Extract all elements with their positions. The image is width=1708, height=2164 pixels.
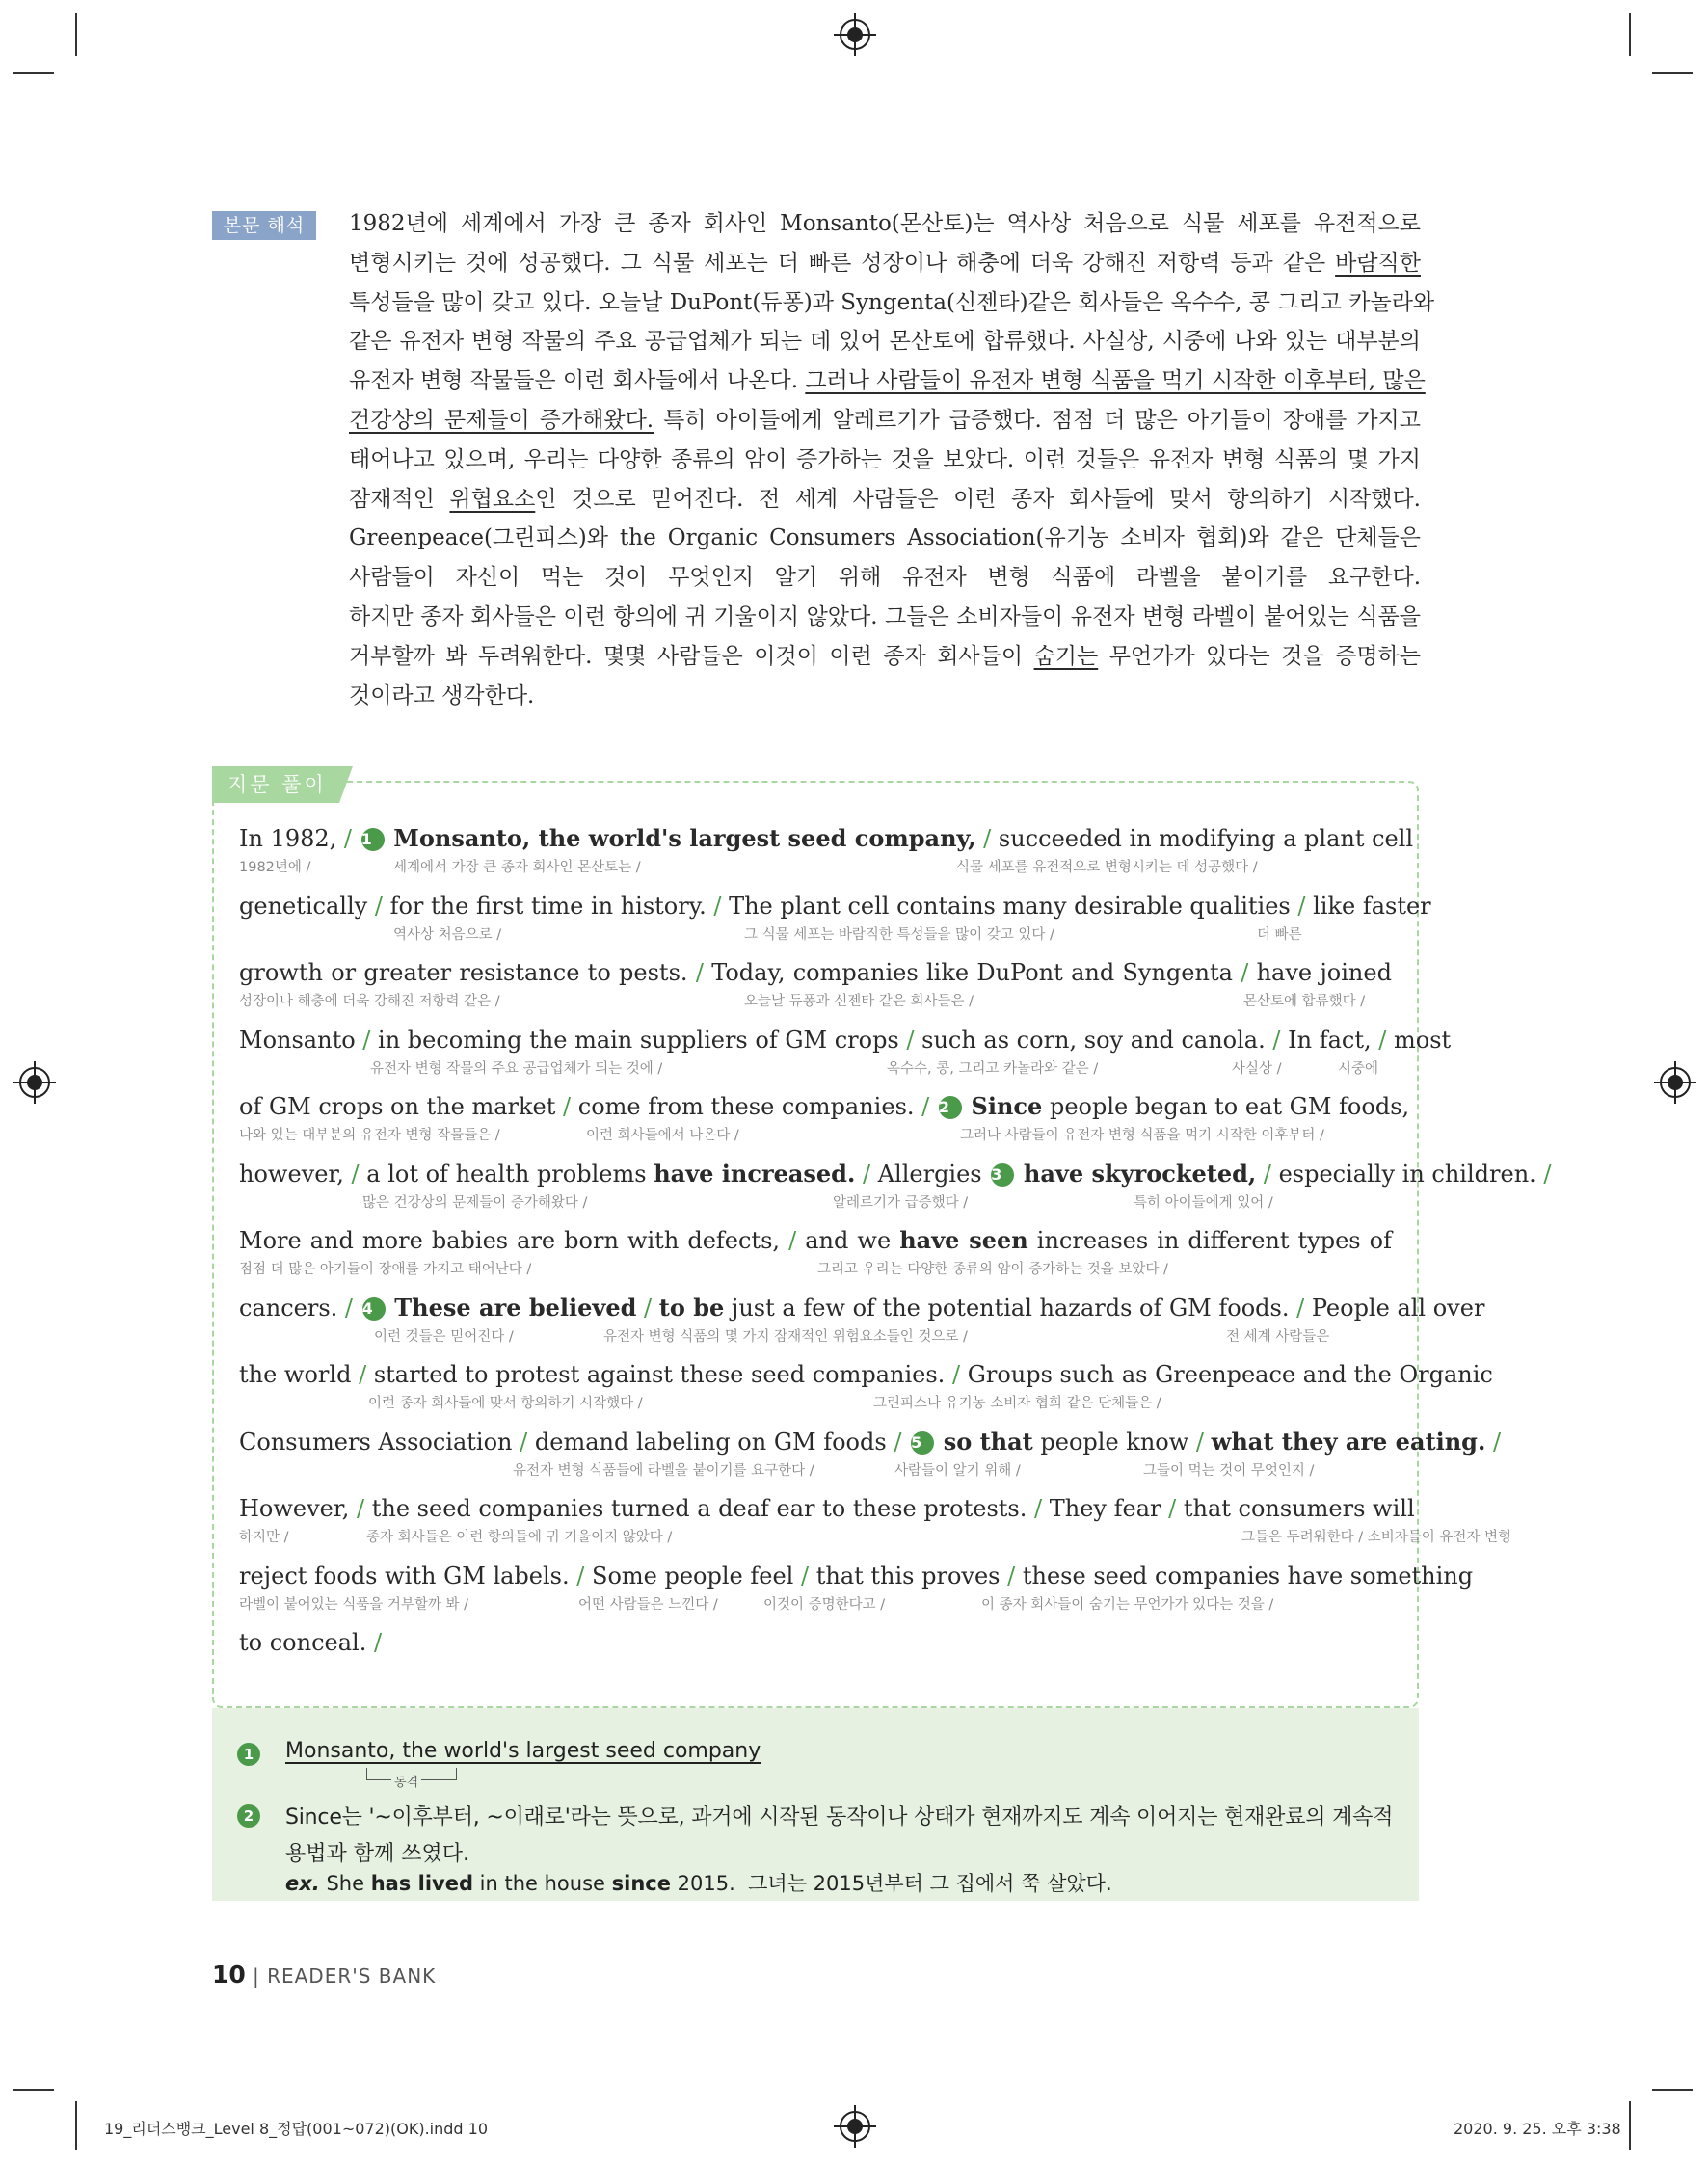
point-number: 3 [991,1163,1014,1187]
analysis-line [239,1089,1410,1124]
gloss-text: 점점 더 많은 아기들이 장애를 가지고 태어난다 / [239,1262,532,1277]
chunk-slash: / [1007,1562,1016,1590]
chunk-text: People all over [1311,1294,1485,1322]
chunk-slash: / [1168,1495,1177,1522]
translation-line [349,441,1421,480]
registration-mark-icon [840,2111,870,2142]
gloss-line [239,1191,1392,1224]
chunk-text: Groups such as Greenpeace and the Organic [967,1361,1493,1388]
gloss-text: 그린피스나 유기농 소비자 협회 같은 단체들은 / [873,1396,1161,1411]
chunk-text: have skyrocketed, [1023,1159,1257,1188]
chunk-text: Monsanto [239,1026,356,1054]
gloss-text: 그리고 우리는 다양한 종류의 암이 증가하는 것을 보았다 / [817,1262,1168,1277]
gloss-text: 유전자 변형 식품의 몇 가지 잠재적인 위험요소들인 것으로 / [603,1328,968,1345]
note-2-line1: Since는 '~이후부터, ~이래로'라는 뜻으로, 과거에 시작된 동작이나 상태가 현재까지도 계속 이어지는 현재완료의 계속적 [285,1805,1394,1830]
chunk-slash: / [1241,959,1249,986]
gloss-text: 종자 회사들은 이런 항의들에 귀 기울이지 않았다 / [366,1530,673,1545]
chunk-slash: / [343,825,353,852]
note-2-example: ex. She has lived in the house since 2015. 그녀는 2015년부터 그 집에서 쭉 살았다. [285,1872,1112,1895]
gloss-text: 그들은 두려워한다 / 소비자들이 유전자 변형 [1241,1530,1512,1545]
analysis-line [239,1357,1493,1392]
chunk-text: Consumers Association [239,1428,513,1456]
gloss-text: 알레르기가 급증했다 / [833,1194,969,1211]
chunk-text: a lot of health problems [366,1160,647,1188]
chunk-text: The plant cell contains many desirable qualities [729,892,1291,920]
translation-text: 것이라고 생각한다. [349,682,535,708]
chunk-slash: / [894,1428,902,1456]
chunk-slash: / [1263,1160,1271,1188]
note-number: 2 [237,1804,260,1828]
gloss-text: 그들이 먹는 것이 무엇인지 / [1143,1462,1315,1479]
chunk-text: In fact, [1288,1026,1372,1054]
chunk-slash: / [1034,1495,1043,1522]
crop-mark [75,13,77,56]
chunk-text: however, [239,1160,344,1188]
translation-text: 거부할까 봐 두려워한다. 몇몇 사람들은 이것이 이런 종자 회사들이 [349,643,1034,669]
analysis-label: 지문 풀이 [212,766,339,803]
translation-text: 특성들을 많이 갖고 있다. 오늘날 DuPont(듀퐁)과 Syngenta(신젠타)같은 회사들은 옥수수, 콩 그리고 카놀라와 [349,289,1435,315]
gloss-line [239,1325,1392,1358]
chunk-text: Since [971,1092,1043,1120]
chunk-text: Today, companies like DuPont and Syngenta [711,959,1233,986]
gloss-text: 시중에 [1338,1060,1379,1077]
chunk-text: have joined [1256,959,1392,986]
chunk-text: and we [805,1227,892,1254]
chunk-text: to be [658,1293,725,1322]
chunk-slash: / [695,959,704,986]
chunk-text: cancers. [239,1294,338,1322]
analysis-line [239,889,1431,923]
chunk-slash: / [1543,1160,1552,1188]
underlined-phrase: 건강상의 문제들이 증가해왔다. [349,407,654,433]
gloss-text: 이런 종자 회사들에 맞서 항의하기 시작했다 / [368,1396,643,1411]
chunk-slash: / [520,1428,528,1456]
chunk-text: to conceal. [239,1629,367,1656]
chunk-slash: / [921,1093,930,1120]
gloss-line [239,1593,1392,1626]
translation-text: 유전자 변형 작물들은 이런 회사들에서 나온다. [349,368,806,394]
translation-text: Greenpeace(그린피스)와 the Organic Consumers Association(유기농 소비자 협회)와 같은 단체들은 [349,525,1421,551]
gloss-line [239,1526,1512,1559]
chunk-slash: / [1272,1026,1281,1054]
appositive-label: 동격 [391,1772,421,1790]
gloss-text: 사실상 / [1232,1060,1282,1077]
analysis-line [239,1491,1415,1526]
gloss-text: 몬산토에 합류했다 / [1243,994,1366,1009]
chunk-text: demand labeling on GM foods [534,1428,887,1456]
translation-text: 변형시키는 것에 성공했다. 그 식물 세포는 더 빠른 성장이나 해충에 더욱 강해진 저항력 등과 같은 [349,250,1336,276]
chunk-slash: / [1296,1294,1305,1322]
chunk-text: Allergies [877,1160,982,1188]
analysis-line [239,1291,1485,1325]
chunk-text: genetically [239,892,368,920]
translation-line [349,519,1421,558]
registration-mark-icon [840,19,870,50]
crop-mark [75,2101,77,2150]
gloss-text: 오늘날 듀퐁과 신젠타 같은 회사들은 / [744,994,974,1009]
underlined-phrase: 위협요소 [449,486,536,512]
chunk-text: that consumers will [1183,1495,1415,1522]
analysis-line [239,1425,1502,1459]
gloss-line [239,923,1392,956]
translation-text: 하지만 종자 회사들은 이런 항의에 귀 기울이지 않았다. 그들은 소비자들이 유전자 변형 라벨이 붙어있는 식품을 [349,603,1421,629]
chunk-slash: / [862,1160,871,1188]
point-number: 1 [361,828,385,851]
translation-label: 본문 해석 [212,211,316,240]
chunk-text: of GM crops on the market [239,1093,556,1120]
chunk-slash: / [357,1495,365,1522]
gloss-line [239,856,1392,889]
note-1-text: Monsanto, the world's largest seed company [285,1739,761,1763]
chunk-slash: / [1195,1428,1205,1456]
chunk-slash: / [983,825,992,852]
gloss-text: 이런 것들은 믿어진다 / [374,1328,514,1345]
chunk-text: what they are eating. [1211,1427,1486,1456]
gloss-text: 하지만 / [239,1530,289,1545]
gloss-text: 유전자 변형 식품들에 라벨을 붙이기를 요구한다 / [513,1462,814,1479]
chunk-slash: / [351,1160,360,1188]
chunk-text: increases in different types of [1036,1227,1393,1254]
gloss-text: 어떤 사람들은 느낀다 / [578,1596,718,1613]
chunk-text: reject foods with GM labels. [239,1562,570,1590]
chunk-text: They fear [1049,1495,1161,1522]
translation-line [349,677,1421,716]
crop-mark [13,2089,54,2091]
gloss-text: 특히 아이들에게 있어 / [1134,1194,1273,1211]
chunk-slash: / [1492,1428,1502,1456]
analysis-line [239,1625,1392,1660]
chunk-text: have seen [899,1226,1028,1254]
crop-mark [1652,72,1693,74]
analysis-text [239,821,1552,1693]
translation-text: 1982년에 세계에서 가장 큰 종자 회사인 Monsanto(몬산토)는 역사상 처음으로 식물 세포를 유전적으로 [349,211,1421,236]
print-date: 2020. 9. 25. 오후 3:38 [1454,2120,1621,2138]
translation-text: 태어나고 있으며, 우리는 다양한 종류의 암이 증가하는 것을 보았다. 이런 것들은 유전자 변형 식품의 몇 가지 [349,446,1421,472]
gloss-line [239,1392,1392,1425]
translation-line [349,322,1421,361]
file-slug: 19_리더스뱅크_Level 8_정답(001~072)(OK).indd 10 [104,2120,489,2138]
chunk-text: Some people feel [592,1562,794,1590]
translation-line [349,598,1421,637]
analysis-line [239,955,1392,990]
underlined-phrase: 숨기는 [1033,643,1099,669]
grammar-notes [212,1708,1419,1901]
gloss-line [239,1459,1392,1492]
gloss-text: 더 빠른 [1257,926,1302,943]
chunk-text: These are believed [394,1293,637,1322]
chunk-text: the world [239,1361,352,1388]
gloss-text: 그 식물 세포는 바람직한 특성들을 많이 갖고 있다 / [744,926,1054,943]
crop-mark [1629,13,1631,56]
chunk-text: like faster [1313,892,1431,920]
translation-text: 무언가가 있다는 것을 증명하는 [1098,643,1421,669]
chunk-text: in becoming the main suppliers of GM crops [378,1026,899,1054]
chunk-text: started to protest against these seed companies. [373,1361,946,1388]
translation-text: 사람들이 자신이 먹는 것이 무엇인지 알기 위해 유전자 변형 식품에 라벨을 붙이기를 요구한다. [349,565,1421,591]
translation-text: 같은 유전자 변형 작물의 주요 공급업체가 되는 데 있어 몬산토에 합류했다. 사실상, 시중에 나와 있는 대부분의 [349,329,1421,355]
chunk-text: More and more babies are born with defects, [239,1227,781,1254]
analysis-line [239,821,1414,856]
chunk-slash: / [1297,892,1306,920]
book-title: | READER'S BANK [253,1964,437,1988]
gloss-text: 나와 있는 대부분의 유전자 변형 작물들은 / [239,1128,500,1143]
gloss-text: 유전자 변형 작물의 주요 공급업체가 되는 것에 / [370,1060,663,1077]
chunk-text: for the first time in history. [389,892,707,920]
page-number: 10 [212,1961,246,1989]
gloss-text: 세계에서 가장 큰 종자 회사인 몬산토는 / [393,860,641,875]
chunk-slash: / [563,1093,572,1120]
chunk-slash: / [951,1361,961,1388]
point-number: 2 [939,1096,962,1119]
gloss-text: 전 세계 사람들은 [1226,1328,1330,1345]
chunk-text: growth or greater resistance to pests. [239,959,688,986]
note-2-line2: 용법과 함께 쓰였다. [285,1842,469,1866]
chunk-text: such as corn, soy and canola. [921,1026,1266,1054]
chunk-slash: / [362,1026,371,1054]
gloss-line [239,1660,1392,1693]
gloss-line [239,1258,1392,1291]
crop-mark [1652,2089,1693,2091]
gloss-text: 많은 건강상의 문제들이 증가해왔다 / [362,1194,588,1211]
gloss-text: 이 종자 회사들이 숨기는 무언가가 있다는 것을 / [981,1596,1274,1613]
chunk-text: succeeded in modifying a plant cell [998,825,1414,852]
analysis-line [239,1223,1392,1258]
underlined-phrase: 그러나 사람들이 유전자 변형 식품을 먹기 시작한 이후부터, 많은 [805,368,1426,394]
chunk-text: just a few of the potential hazards of GM foods. [731,1294,1290,1322]
chunk-slash: / [1378,1026,1387,1054]
translation-text: 잠재적인 [349,486,450,512]
chunk-text: most [1393,1026,1452,1054]
chunk-slash: / [800,1562,810,1590]
point-number: 4 [362,1297,386,1321]
translation-line [349,244,1421,283]
registration-mark-icon [1660,1067,1691,1098]
chunk-text: these seed companies have something [1022,1562,1474,1590]
gloss-text: 식물 세포를 유전적으로 변형시키는 데 성공했다 / [956,860,1258,875]
translation-line [349,558,1421,598]
chunk-slash: / [713,892,722,920]
chunk-text: people began to eat GM foods, [1049,1093,1410,1120]
chunk-text: that this proves [815,1562,1001,1590]
underlined-phrase: 바람직한 [1335,250,1421,276]
gloss-text: 이런 회사들에서 나온다 / [586,1128,739,1143]
chunk-text: come from these companies. [577,1093,915,1120]
gloss-text: 옥수수, 콩, 그리고 카놀라와 같은 / [887,1060,1099,1077]
analysis-line [239,1023,1452,1057]
gloss-text: 1982년에 / [239,860,311,875]
crop-mark [1629,2101,1631,2150]
chunk-text: Monsanto, the world's largest seed company, [393,824,976,852]
translation-line [349,361,1426,401]
point-number: 5 [911,1431,934,1455]
gloss-line [239,1124,1392,1157]
translation-line [349,283,1435,323]
gloss-text: 그러나 사람들이 유전자 변형 식품을 먹기 시작한 이후부터 / [960,1128,1324,1143]
translation-line [349,204,1421,244]
translation-text: 인 것으로 믿어진다. 전 세계 사람들은 이런 종자 회사들에 맞서 항의하기 시작했다. [535,486,1421,512]
chunk-text: so that [943,1427,1033,1456]
chunk-text: especially in children. [1278,1160,1536,1188]
translation-line [349,401,1421,441]
gloss-line [239,1057,1392,1090]
chunk-slash: / [344,1294,354,1322]
chunk-slash: / [644,1294,653,1322]
gloss-line [239,990,1392,1023]
gloss-text: 사람들이 알기 위해 / [894,1462,1021,1479]
translation-line [349,637,1421,677]
chunk-slash: / [906,1026,915,1054]
chunk-slash: / [788,1227,797,1254]
chunk-text: the seed companies turned a deaf ear to these protests. [371,1495,1027,1522]
note-number: 1 [237,1743,260,1766]
gloss-text: 이것이 증명한다고 / [763,1596,886,1613]
translation-text [349,204,1435,715]
translation-line [349,480,1421,520]
gloss-text: 역사상 처음으로 / [393,926,502,943]
analysis-line [239,1157,1552,1191]
chunk-text: In 1982, [239,825,337,852]
chunk-text: have increased. [654,1159,856,1188]
chunk-text: people know [1040,1428,1189,1456]
chunk-text: However, [239,1495,350,1522]
translation-text: 특히 아이들에게 알레르기가 급증했다. 점점 더 많은 아기들이 장애를 가지고 [654,407,1421,433]
analysis-line [239,1559,1474,1593]
chunk-slash: / [374,892,383,920]
chunk-slash: / [576,1562,585,1590]
chunk-slash: / [359,1361,367,1388]
chunk-slash: / [373,1629,383,1656]
gloss-text: 성장이나 해충에 더욱 강해진 저항력 같은 / [239,994,500,1009]
gloss-text: 라벨이 붙어있는 식품을 거부할까 봐 / [239,1596,469,1613]
crop-mark [13,72,54,74]
registration-mark-icon [19,1067,50,1098]
